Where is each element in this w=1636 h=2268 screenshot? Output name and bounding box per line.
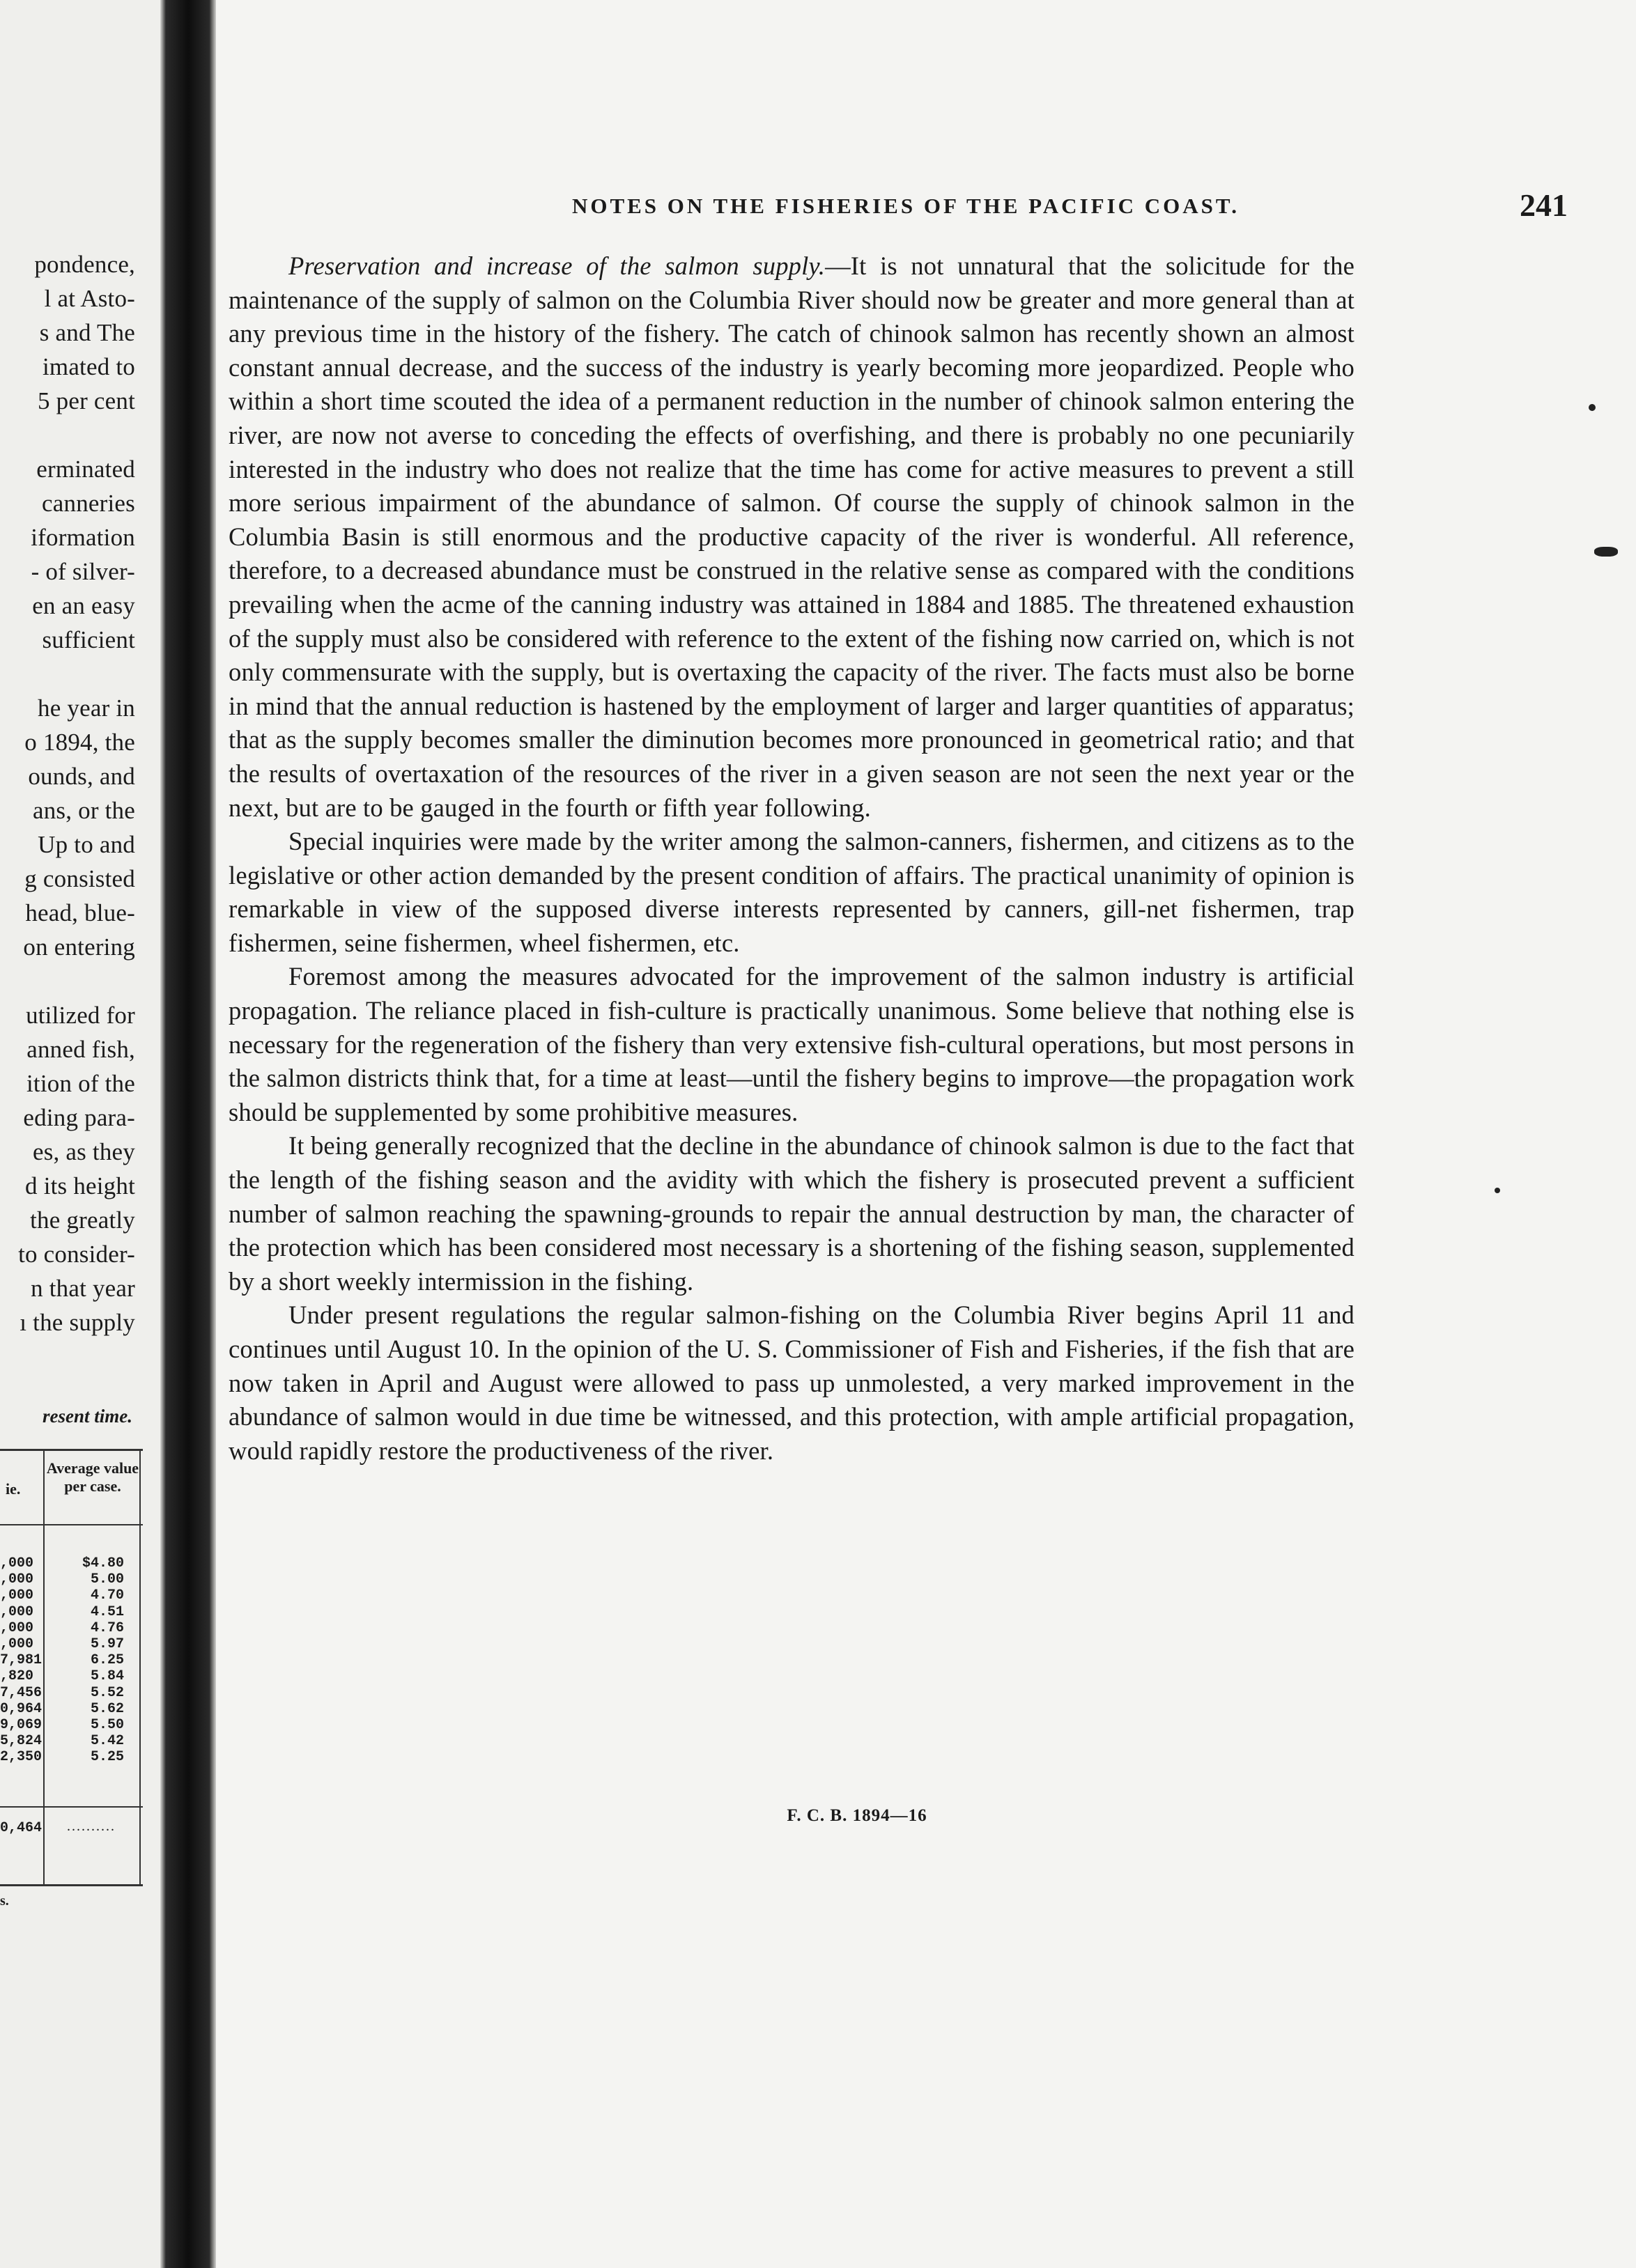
table-cell: 5.00 bbox=[90, 1571, 124, 1588]
left-text-line: iformation bbox=[31, 524, 135, 551]
paragraph bbox=[229, 1298, 1355, 1468]
left-text-line: 5 per cent bbox=[38, 387, 135, 414]
body-text bbox=[229, 249, 1355, 1468]
table-divider bbox=[139, 1451, 141, 1884]
table-average-column bbox=[61, 1555, 124, 1766]
left-footnote: s. bbox=[0, 1893, 9, 1909]
table-cell: 5.50 bbox=[90, 1717, 124, 1734]
left-text-line: o 1894, the bbox=[24, 729, 135, 756]
table-cell: 5.97 bbox=[90, 1636, 124, 1653]
left-text-line: l at Asto- bbox=[44, 285, 135, 312]
table-cell: ,000 bbox=[0, 1587, 34, 1604]
table-cell: ,000 bbox=[0, 1603, 34, 1620]
table-cell: ,000 bbox=[0, 1571, 34, 1588]
scan-speck bbox=[1495, 1188, 1500, 1193]
table-rule bbox=[0, 1524, 143, 1525]
left-text-line: en an easy bbox=[32, 592, 135, 619]
left-text-line: imated to bbox=[42, 353, 135, 380]
scan-speck bbox=[1589, 404, 1596, 411]
left-text-line: pondence, bbox=[34, 251, 135, 278]
signature-mark: F. C. B. 1894—16 bbox=[787, 1806, 927, 1825]
paragraph-lead: Preservation and increase of the salmon supply. bbox=[288, 251, 826, 280]
table-cell: 7,456 bbox=[0, 1684, 43, 1701]
table-divider bbox=[43, 1451, 45, 1884]
left-text-line: Up to and bbox=[38, 831, 135, 858]
page-number: 241 bbox=[1520, 187, 1568, 223]
left-table bbox=[0, 1449, 143, 1886]
left-text-line: on entering bbox=[23, 933, 135, 961]
left-text-line: es, as they bbox=[32, 1138, 135, 1165]
left-text-line: anned fish, bbox=[26, 1036, 135, 1063]
table-cell: $4.80 bbox=[82, 1555, 124, 1571]
left-text-line: eding para- bbox=[23, 1104, 135, 1131]
table-cell: 5,824 bbox=[0, 1733, 43, 1750]
table-cell: 4.76 bbox=[90, 1620, 124, 1636]
table-header: Average value per case. bbox=[46, 1459, 139, 1495]
table-cell: 5.52 bbox=[90, 1684, 124, 1701]
table-cell: ,000 bbox=[0, 1620, 34, 1636]
left-text-line: s and The bbox=[39, 319, 135, 346]
table-cell: 0,964 bbox=[0, 1700, 43, 1717]
table-cell: ,820 bbox=[0, 1668, 34, 1685]
table-header: ie. bbox=[6, 1480, 21, 1498]
table-cell: 5.62 bbox=[90, 1700, 124, 1717]
left-text-line: he year in bbox=[38, 694, 135, 722]
left-text-line: ı the supply bbox=[20, 1309, 135, 1336]
left-text-line: ition of the bbox=[26, 1070, 135, 1097]
table-total-average: .......... bbox=[67, 1819, 116, 1834]
table-total: 0,464 bbox=[0, 1820, 43, 1836]
binding-gutter bbox=[160, 0, 216, 2268]
left-text-line: n that year bbox=[31, 1275, 135, 1302]
table-cell: 2,350 bbox=[0, 1749, 43, 1766]
table-cell: ,000 bbox=[0, 1555, 34, 1571]
paragraph-text: Special inquiries were made by the writer among the salmon-canners, fishermen, and citizens as to the legislative or other action demanded by the present condition of affairs. The practical unanimity of opinion is remarkable in view of the supposed diverse interests represented by canners, gill-net fishermen, trap fishermen, seine fishermen, wheel fishermen, etc. bbox=[229, 827, 1355, 957]
paragraph bbox=[229, 825, 1355, 960]
left-page-fragment bbox=[0, 0, 160, 2268]
left-text-line: - of silver- bbox=[31, 558, 135, 585]
paragraph-text: —It is not unnatural that the solicitude for the maintenance of the supply of salmon on the Columbia River should now be greater and more general than at any previous time in the history of the fishery. The catch of chinook salmon has recently shown an almost constant annual decrease, and the success of the industry is yearly becoming more jeopardized. People who within a short time scouted the idea of a permanent reduction in the number of chinook salmon entering the river, are now not averse to conceding the effects of overfishing, and there is probably no one pecuniarily interested in the industry who does not realize that the time has come for active measures to prevent a still more serious impairment of the abundance of salmon. Of course the supply of chinook salmon in the Columbia Basin is still enormous and the productive capacity of the river is wonderful. All reference, therefore, to a decreased abundance must be construed in the relative sense as compared with the conditions prevailing when the acme of the canning industry was attained in 1884 and 1885. The threatened exhaustion of the supply must also be considered with reference to the extent of the fishing now carried on, which is not only commensurate with the supply, but is overtaxing the capacity of the river. The facts must also be borne in mind that the annual reduction is hastened by the employment of larger and larger quantities of apparatus; that as the supply becomes smaller the diminution becomes more pronounced in geometrical ratio; and that the results of overtaxation of the resources of the river in a given season are not seen the next year or the next, but are to be gauged in the fourth or fifth year following. bbox=[229, 251, 1355, 822]
left-text-line: head, blue- bbox=[25, 899, 135, 926]
table-cell: 4.70 bbox=[90, 1587, 124, 1604]
left-text-line: utilized for bbox=[26, 1002, 135, 1029]
table-cell: 6.25 bbox=[90, 1652, 124, 1669]
table-cell: 7,981 bbox=[0, 1652, 43, 1669]
left-text-line: erminated bbox=[36, 456, 135, 483]
table-rule bbox=[0, 1806, 143, 1808]
scan-speck bbox=[1594, 547, 1618, 557]
table-cell: ,000 bbox=[0, 1636, 34, 1653]
left-text-line: the greatly bbox=[30, 1206, 135, 1234]
main-page bbox=[216, 0, 1636, 2268]
left-text-line: sufficient bbox=[42, 626, 135, 653]
left-text-line: ans, or the bbox=[32, 797, 135, 824]
left-table-caption: resent time. bbox=[43, 1406, 132, 1427]
paragraph-text: Foremost among the measures advocated for the improvement of the salmon industry is artificial propagation. The reliance placed in fish-culture is practically unanimous. Some believe that nothing else is necessary for the regeneration of the fishery than very extensive fish-cultural operations, but most persons in the salmon districts think that, for a time at least—until the fishery begins to improve—the propagation work should be supplemented by some prohibitive measures. bbox=[229, 962, 1355, 1126]
table-value-column bbox=[0, 1555, 42, 1766]
paragraph bbox=[229, 249, 1355, 825]
left-text-line: d its height bbox=[25, 1172, 135, 1199]
paragraph bbox=[229, 960, 1355, 1129]
paragraph-text: It being generally recognized that the decline in the abundance of chinook salmon is due to the fact that the length of the fishing season and the avidity with which the fishery is prosecuted prevent a sufficient number of salmon reaching the spawning-grounds to repair the annual destruction by man, the character of the protection which has been considered most necessary is a shortening of the fishing season, supplemented by a short weekly intermission in the fishing. bbox=[229, 1131, 1355, 1296]
table-cell: 9,069 bbox=[0, 1717, 43, 1734]
table-cell: 5.84 bbox=[90, 1668, 124, 1685]
paragraph-text: Under present regulations the regular salmon-fishing on the Columbia River begins April 11 and continues until August 10. In the opinion of the U. S. Commissioner of Fish and Fisheries, if the fish that are now taken in April and August were allowed to pass up unmolested, a very marked improvement in the abundance of salmon would in due time be witnessed, and this protection, with ample artificial propagation, would rapidly restore the productiveness of the river. bbox=[229, 1300, 1355, 1465]
left-text-line: g consisted bbox=[24, 865, 135, 892]
table-cell: 4.51 bbox=[90, 1603, 124, 1620]
left-text-line: to consider- bbox=[18, 1241, 135, 1268]
paragraph bbox=[229, 1129, 1355, 1298]
left-text-line: ounds, and bbox=[28, 763, 135, 790]
running-head: NOTES ON THE FISHERIES OF THE PACIFIC COAST. bbox=[571, 194, 1240, 218]
table-cell: 5.25 bbox=[90, 1749, 124, 1766]
table-cell: 5.42 bbox=[90, 1733, 124, 1750]
left-text-line: canneries bbox=[42, 490, 135, 517]
